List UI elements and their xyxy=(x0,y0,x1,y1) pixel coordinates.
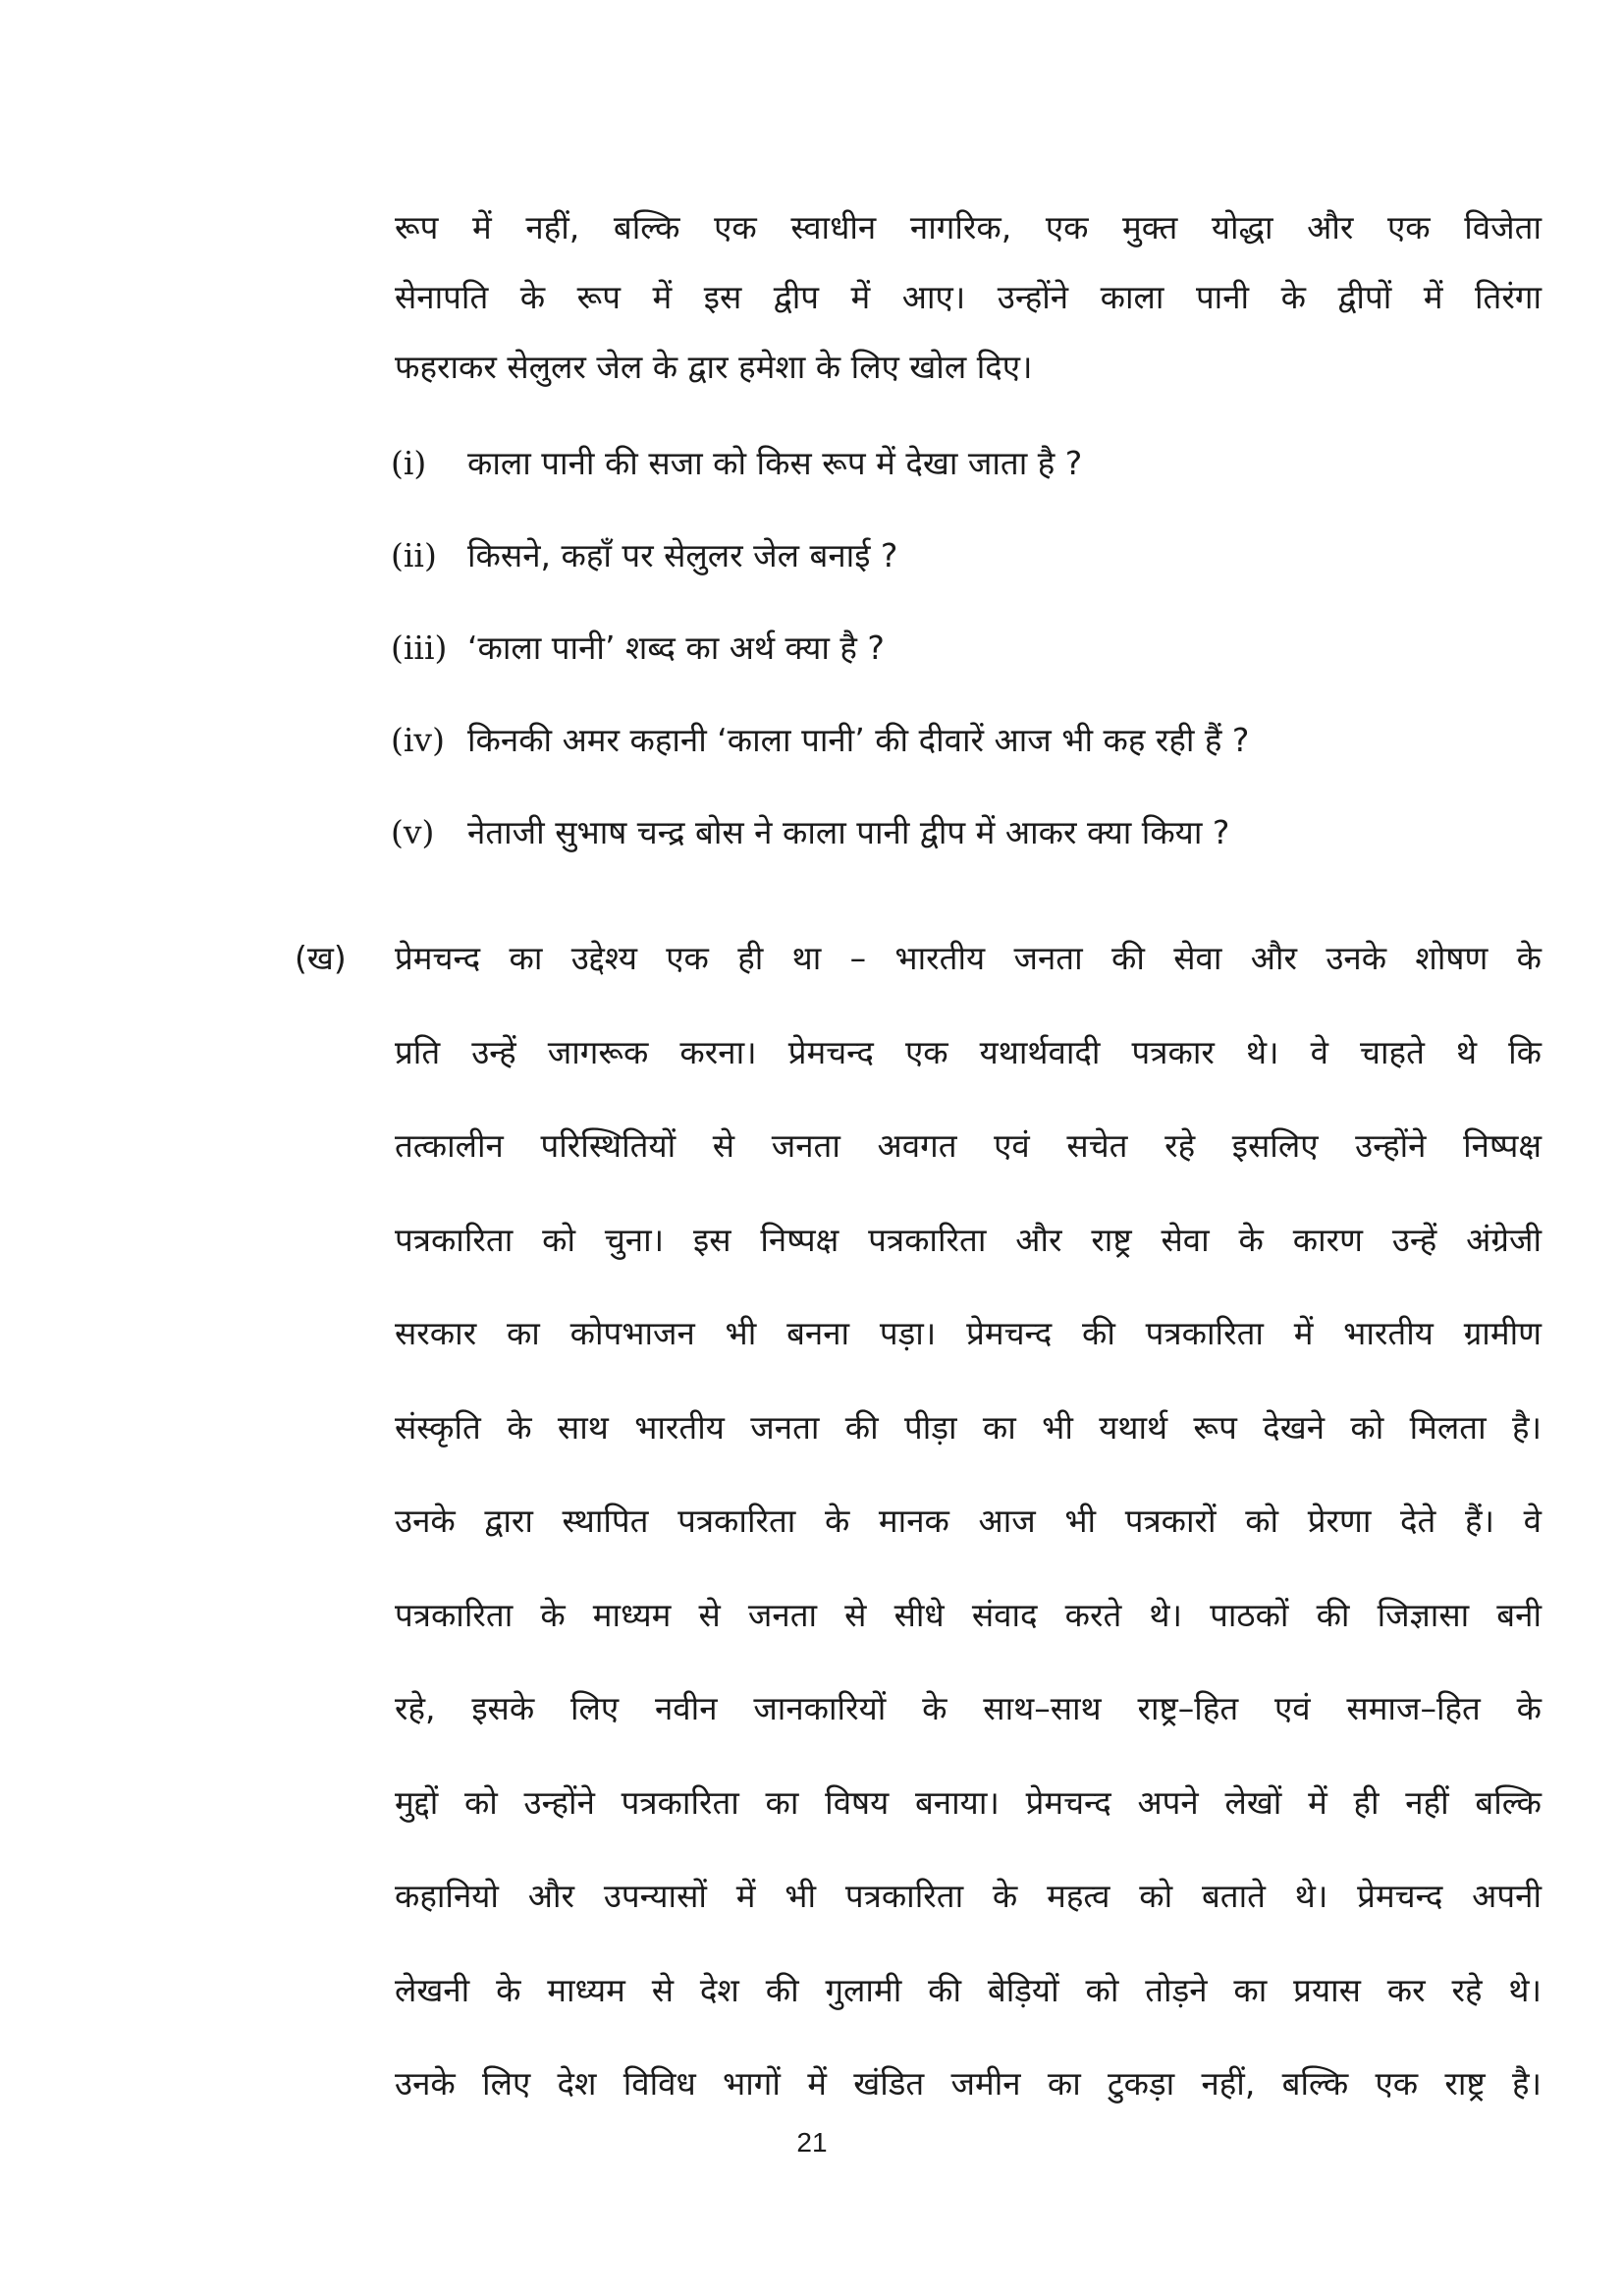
question-item xyxy=(391,526,897,585)
question-number: (i) xyxy=(391,444,427,482)
question-number: (v) xyxy=(391,813,435,851)
section-label: (ख) xyxy=(295,939,347,977)
question-text: किनकी अमर कहानी ‘काला पानी’ की दीवारें आज भी कह रही हैं ? xyxy=(467,721,1250,759)
passage-line: कहानियो और उपन्यासों में भी पत्रकारिता के महत्व को बताते थे। प्रेमचन्द अपनी xyxy=(395,1877,1542,1915)
passage-line: उनके द्वारा स्थापित पत्रकारिता के मानक आज भी पत्रकारों को प्रेरणा देते हैं। वे xyxy=(395,1502,1542,1540)
passage-line: उनके लिए देश विविध भागों में खंडित जमीन का टुकड़ा नहीं, बल्कि एक राष्ट्र है। xyxy=(395,2064,1542,2103)
question-number: (iv) xyxy=(391,721,445,759)
passage-line: रूप में नहीं, बल्कि एक स्वाधीन नागरिक, एक मुक्त योद्धा और एक विजेता xyxy=(395,208,1542,246)
passage-line: पत्रकारिता को चुना। इस निष्पक्ष पत्रकारिता और राष्ट्र सेवा के कारण उन्हें अंग्रेजी xyxy=(395,1220,1542,1259)
passage-line: फहराकर सेलुलर जेल के द्वार हमेशा के लिए खोल दिए। xyxy=(395,348,1033,386)
passage-line: प्रति उन्हें जागरूक करना। प्रेमचन्द एक यथार्थवादी पत्रकार थे। वे चाहते थे कि xyxy=(395,1032,1542,1071)
question-text: ‘काला पानी’ शब्द का अर्थ क्या है ? xyxy=(467,629,885,667)
passage-line: पत्रकारिता के माध्यम से जनता से सीधे संवाद करते थे। पाठकों की जिज्ञासा बनी xyxy=(395,1595,1542,1634)
passage-line: सेनापति के रूप में इस द्वीप में आए। उन्होंने काला पानी के द्वीपों में तिरंगा xyxy=(395,278,1542,316)
question-item xyxy=(391,803,1229,862)
question-item xyxy=(391,711,1249,770)
passage-line: तत्कालीन परिस्थितियों से जनता अवगत एवं सचेत रहे इसलिए उन्होंने निष्पक्ष xyxy=(395,1126,1542,1165)
passage-line: लेखनी के माध्यम से देश की गुलामी की बेड़ियों को तोड़ने का प्रयास कर रहे थे। xyxy=(395,1970,1542,2009)
passage-line: प्रेमचन्द का उद्देश्य एक ही था – भारतीय जनता की सेवा और उनके शोषण के xyxy=(395,939,1542,977)
passage-line: मुद्दों को उन्होंने पत्रकारिता का विषय बनाया। प्रेमचन्द अपने लेखों में ही नहीं बल्कि xyxy=(395,1782,1542,1822)
page-number: 21 xyxy=(796,2127,828,2158)
question-number: (iii) xyxy=(391,629,448,667)
question-text: नेताजी सुभाष चन्द्र बोस ने काला पानी द्वीप में आकर क्या किया ? xyxy=(467,813,1230,851)
question-text: किसने, कहाँ पर सेलुलर जेल बनाई ? xyxy=(467,536,898,574)
passage-line: सरकार का कोपभाजन भी बनना पड़ा। प्रेमचन्द की पत्रकारिता में भारतीय ग्रामीण xyxy=(395,1314,1542,1352)
question-item xyxy=(391,434,1082,493)
section-passage xyxy=(395,929,1542,2149)
passage-line: संस्कृति के साथ भारतीय जनता की पीड़ा का भी यथार्थ रूप देखने को मिलता है। xyxy=(395,1407,1542,1447)
question-number: (ii) xyxy=(391,536,437,574)
passage-continuation xyxy=(395,192,1542,402)
passage-line: रहे, इसके लिए नवीन जानकारियों के साथ–साथ राष्ट्र–हित एवं समाज–हित के xyxy=(395,1689,1542,1727)
question-item xyxy=(391,619,885,678)
question-text: काला पानी की सजा को किस रूप में देखा जाता है ? xyxy=(467,444,1083,482)
